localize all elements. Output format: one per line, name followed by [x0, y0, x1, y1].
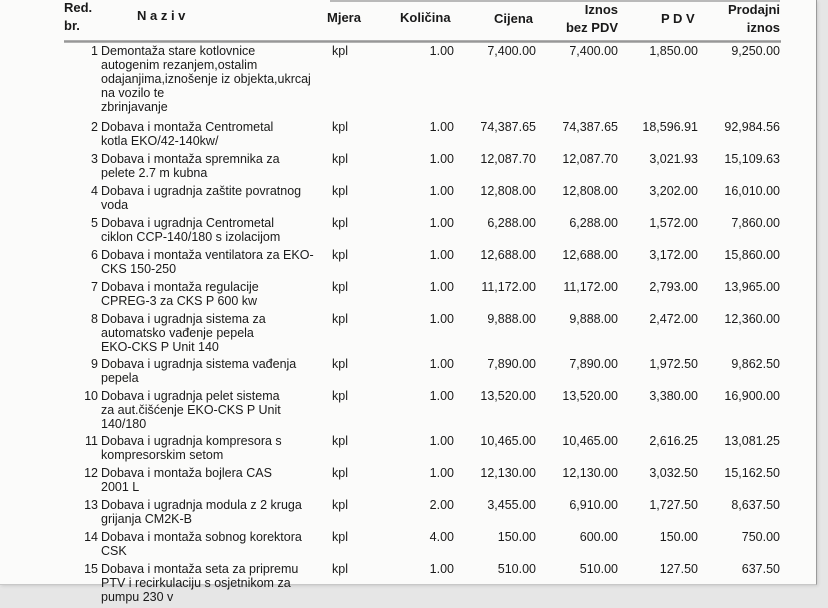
vat-amount: 1,727.50: [649, 498, 698, 512]
amount-without-vat: 10,465.00: [562, 434, 618, 448]
quantity: 1.00: [429, 434, 454, 448]
vat-amount: 1,850.00: [649, 44, 698, 58]
quantity: 2.00: [429, 498, 454, 512]
table-row: [0, 184, 816, 216]
unit-price: 13,520.00: [480, 389, 536, 403]
vat-amount: 2,472.00: [649, 312, 698, 326]
unit: kpl: [332, 184, 348, 198]
unit: kpl: [332, 562, 348, 576]
amount-without-vat: 6,288.00: [569, 216, 618, 230]
item-name: Dobava i ugradnja Centrometal ciklon CCP-140/180 s izolacijom: [101, 216, 281, 244]
row-number: 11: [85, 434, 98, 448]
vat-amount: 2,793.00: [649, 280, 698, 294]
unit-price: 510.00: [497, 562, 536, 576]
unit-price: 10,465.00: [480, 434, 536, 448]
quantity: 1.00: [429, 312, 454, 326]
table-row: [0, 248, 816, 280]
item-name: Dobava i ugradnja modula z 2 kruga grijanja CM2K-B: [101, 498, 302, 526]
table-row: [0, 389, 816, 434]
unit: kpl: [332, 530, 348, 544]
amount-without-vat: 74,387.65: [562, 120, 618, 134]
unit: kpl: [332, 280, 348, 294]
vat-amount: 150.00: [659, 530, 698, 544]
table-row: [0, 562, 816, 608]
unit: kpl: [332, 434, 348, 448]
amount-without-vat: 6,910.00: [569, 498, 618, 512]
row-number: 13: [84, 498, 98, 512]
header-red-br-line1: Red.: [64, 0, 93, 15]
row-number: 12: [84, 466, 98, 480]
unit-price: 7,890.00: [487, 357, 536, 371]
item-name: Dobava i ugradnja pelet sistema za aut.čišćenje EKO-CKS P Unit 140/180: [101, 389, 281, 431]
row-number: 7: [91, 280, 98, 294]
unit-price: 12,130.00: [480, 466, 536, 480]
header-iznos-line1: Iznos: [584, 2, 618, 17]
unit-price: 12,808.00: [480, 184, 536, 198]
quantity: 1.00: [429, 216, 454, 230]
total-amount: 15,860.00: [724, 248, 780, 262]
unit-price: 6,288.00: [487, 216, 536, 230]
amount-without-vat: 12,808.00: [562, 184, 618, 198]
total-amount: 15,109.63: [724, 152, 780, 166]
total-amount: 9,862.50: [731, 357, 780, 371]
vat-amount: 2,616.25: [649, 434, 698, 448]
table-row: [0, 312, 816, 357]
item-name: Dobava i montaža seta za pripremu PTV i recirkulaciju s osjetnikom za pumpu 230 v: [101, 562, 299, 604]
unit-price: 12,087.70: [480, 152, 536, 166]
item-name: Dobava i montaža regulacije CPREG-3 za CKS P 600 kw: [101, 280, 259, 308]
unit: kpl: [332, 357, 348, 371]
item-name: Dobava i ugradnja sistema za automatsko vađenje pepela EKO-CKS P Unit 140: [101, 312, 266, 354]
table-row: [0, 44, 816, 120]
amount-without-vat: 12,087.70: [562, 152, 618, 166]
amount-without-vat: 12,130.00: [562, 466, 618, 480]
table-body: [0, 44, 816, 608]
total-amount: 16,900.00: [724, 389, 780, 403]
total-amount: 15,162.50: [724, 466, 780, 480]
item-name: Dobava i ugradnja zaštite povratnog voda: [101, 184, 302, 212]
row-number: 9: [91, 357, 98, 371]
unit: kpl: [332, 248, 348, 262]
header-red-br: [64, 0, 92, 34]
total-amount: 13,081.25: [724, 434, 780, 448]
quantity: 1.00: [429, 562, 454, 576]
amount-without-vat: 12,688.00: [562, 248, 618, 262]
row-number: 3: [91, 152, 98, 166]
unit: kpl: [332, 466, 348, 480]
item-name: Dobava i montaža sobnog korektora CSK: [101, 530, 302, 558]
header-prodajni-line1: Prodajni: [727, 2, 780, 17]
table-row: [0, 120, 816, 152]
vat-amount: 3,202.00: [649, 184, 698, 198]
unit-price: 150.00: [497, 530, 536, 544]
item-name: Dobava i montaža ventilatora za EKO- CKS 150-250: [101, 248, 314, 276]
amount-without-vat: 510.00: [579, 562, 618, 576]
quantity: 1.00: [429, 389, 454, 403]
quantity: 1.00: [429, 280, 454, 294]
vat-amount: 3,032.50: [649, 466, 698, 480]
unit: kpl: [332, 44, 348, 58]
unit-price: 74,387.65: [480, 120, 536, 134]
amount-without-vat: 9,888.00: [569, 312, 618, 326]
quantity: 1.00: [429, 152, 454, 166]
table-row: [0, 466, 816, 498]
unit: kpl: [332, 120, 348, 134]
amount-without-vat: 11,172.00: [563, 280, 618, 294]
header-pdv: P D V: [661, 11, 695, 26]
header-rule: [64, 40, 781, 43]
unit-price: 3,455.00: [487, 498, 536, 512]
unit-price: 9,888.00: [487, 312, 536, 326]
table-row: [0, 498, 816, 530]
unit: kpl: [332, 389, 348, 403]
vat-amount: 127.50: [659, 562, 698, 576]
total-amount: 13,965.00: [724, 280, 780, 294]
vat-amount: 3,380.00: [649, 389, 698, 403]
quantity: 1.00: [429, 466, 454, 480]
quantity: 1.00: [429, 357, 454, 371]
vat-amount: 1,972.50: [649, 357, 698, 371]
unit: kpl: [332, 312, 348, 326]
item-name: Dobava i montaža Centrometal kotla EKO/42-140kw/: [101, 120, 274, 148]
item-name: Demontaža stare kotlovnice autogenim rezanjem,ostalim odajanjima,iznošenje iz objekta,ukrcaj na vozilo te zbrinjavanje: [101, 44, 311, 114]
unit: kpl: [332, 216, 348, 230]
table-row: [0, 434, 816, 466]
amount-without-vat: 7,400.00: [569, 44, 618, 58]
item-name: Dobava i ugradnja sistema vađenja pepela: [101, 357, 297, 385]
row-number: 4: [91, 184, 98, 198]
header-naziv: N a z i v: [137, 8, 186, 23]
header-prodajni-line2: iznos: [746, 20, 780, 35]
header-prodajni-iznos: [712, 2, 780, 36]
item-name: Dobava i ugradnja kompresora s kompresorskim setom: [101, 434, 282, 462]
row-number: 15: [84, 562, 98, 576]
table-row: [0, 530, 816, 562]
row-number: 2: [91, 120, 98, 134]
header-kolicina: Količina: [400, 10, 451, 25]
table-row: [0, 280, 816, 312]
header-iznos-line2: bez PDV: [565, 20, 618, 35]
unit-price: 7,400.00: [487, 44, 536, 58]
amount-without-vat: 13,520.00: [562, 389, 618, 403]
unit-price: 11,172.00: [481, 280, 536, 294]
unit: kpl: [332, 152, 348, 166]
total-amount: 8,637.50: [731, 498, 780, 512]
amount-without-vat: 7,890.00: [569, 357, 618, 371]
amount-without-vat: 600.00: [579, 530, 618, 544]
total-amount: 16,010.00: [724, 184, 780, 198]
vat-amount: 1,572.00: [649, 216, 698, 230]
table-row: [0, 152, 816, 184]
item-name: Dobava i montaža bojlera CAS 2001 L: [101, 466, 272, 494]
row-number: 14: [84, 530, 98, 544]
header-red-br-line2: br.: [64, 18, 80, 33]
row-number: 5: [91, 216, 98, 230]
total-amount: 92,984.56: [724, 120, 780, 134]
total-amount: 7,860.00: [731, 216, 780, 230]
header-iznos-bez-pdv: [560, 2, 618, 36]
unit: kpl: [332, 498, 348, 512]
total-amount: 750.00: [741, 530, 780, 544]
table-row: [0, 357, 816, 389]
quantity: 4.00: [429, 530, 454, 544]
header-mjera: Mjera: [327, 10, 361, 25]
quantity: 1.00: [429, 184, 454, 198]
row-number: 10: [84, 389, 98, 403]
header-cijena: Cijena: [494, 11, 534, 26]
table-row: [0, 216, 816, 248]
row-number: 1: [91, 44, 98, 58]
unit-price: 12,688.00: [480, 248, 536, 262]
item-name: Dobava i montaža spremnika za pelete 2.7 m kubna: [101, 152, 280, 180]
total-amount: 12,360.00: [724, 312, 780, 326]
quantity: 1.00: [429, 248, 454, 262]
total-amount: 9,250.00: [731, 44, 780, 58]
total-amount: 637.50: [741, 562, 780, 576]
vat-amount: 3,021.93: [649, 152, 698, 166]
vat-amount: 3,172.00: [649, 248, 698, 262]
row-number: 8: [91, 312, 98, 326]
quantity: 1.00: [429, 120, 454, 134]
table-header: [0, 0, 816, 38]
vat-amount: 18,596.91: [642, 120, 698, 134]
row-number: 6: [91, 248, 98, 262]
quantity: 1.00: [429, 44, 454, 58]
